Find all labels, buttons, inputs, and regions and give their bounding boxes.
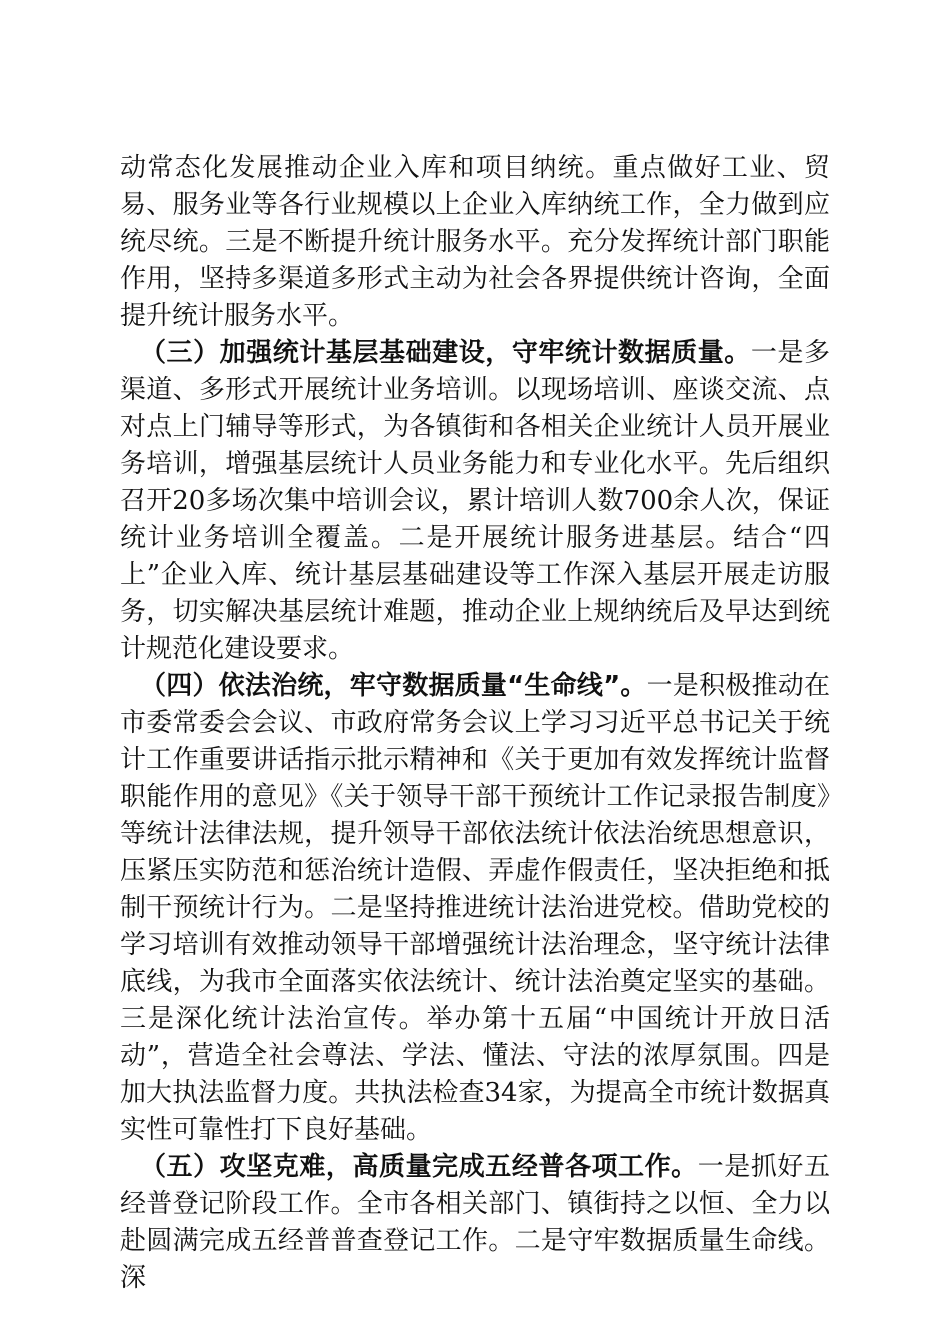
paragraph-body: 动常态化发展推动企业入库和项目纳统。重点做好工业、贸易、服务业等各行业规模以上企业入库纳统工作，全力做到应统尽统。三是不断提升统计服务水平。充分发挥统计部门职能作用，坚持多渠道多形式主动为社会各界提供统计咨询，全面提升统计服务水平。 <box>120 153 830 331</box>
paragraph-section-5 <box>120 1149 830 1297</box>
paragraph-continuation <box>120 150 830 335</box>
paragraph-body: 一是积极推动在市委常委会会议、市政府常务会议上学习习近平总书记关于统计工作重要讲话指示批示精神和《关于更加有效发挥统计监督职能作用的意见》《关于领导干部干预统计工作记录报告制度》等统计法律法规，提升领导干部依法统计依法治统思想意识，压紧压实防范和惩治统计造假、弄虚作假责任，坚决拒绝和抵制干预统计行为。二是坚持推进统计法治进党校。借助党校的学习培训有效推动领导干部增强统计法治理念，坚守统计法律底线，为我市全面落实依法统计、统计法治奠定坚实的基础。三是深化统计法治宣传。举办第十五届“中国统计开放日活动”，营造全社会尊法、学法、懂法、守法的浓厚氛围。四是加大执法监督力度。共执法检查34家，为提高全市统计数据真实性可靠性打下良好基础。 <box>120 671 830 1145</box>
paragraph-body: 一是多渠道、多形式开展统计业务培训。以现场培训、座谈交流、点对点上门辅导等形式，为各镇街和各相关企业统计人员开展业务培训，增强基层统计人员业务能力和专业化水平。先后组织召开20多场次集中培训会议，累计培训人数700余人次，保证统计业务培训全覆盖。二是开展统计服务进基层。结合“四上”企业入库、统计基层基础建设等工作深入基层开展走访服务，切实解决基层统计难题，推动企业上规纳统后及早达到统计规范化建设要求。 <box>120 338 830 664</box>
paragraph-section-4 <box>120 668 830 1149</box>
section-heading: （四）依法治统，牢守数据质量“生命线”。 <box>140 671 647 701</box>
paragraph-body: 一是抓好五经普登记阶段工作。全市各相关部门、镇街持之以恒、全力以赴圆满完成五经普普查登记工作。二是守牢数据质量生命线。深 <box>120 1152 830 1293</box>
section-heading: （五）攻坚克难，高质量完成五经普各项工作。 <box>140 1152 698 1182</box>
section-heading: （三）加强统计基层基础建设，守牢统计数据质量。 <box>140 338 751 368</box>
paragraph-section-3 <box>120 335 830 668</box>
document-body <box>120 150 830 1297</box>
